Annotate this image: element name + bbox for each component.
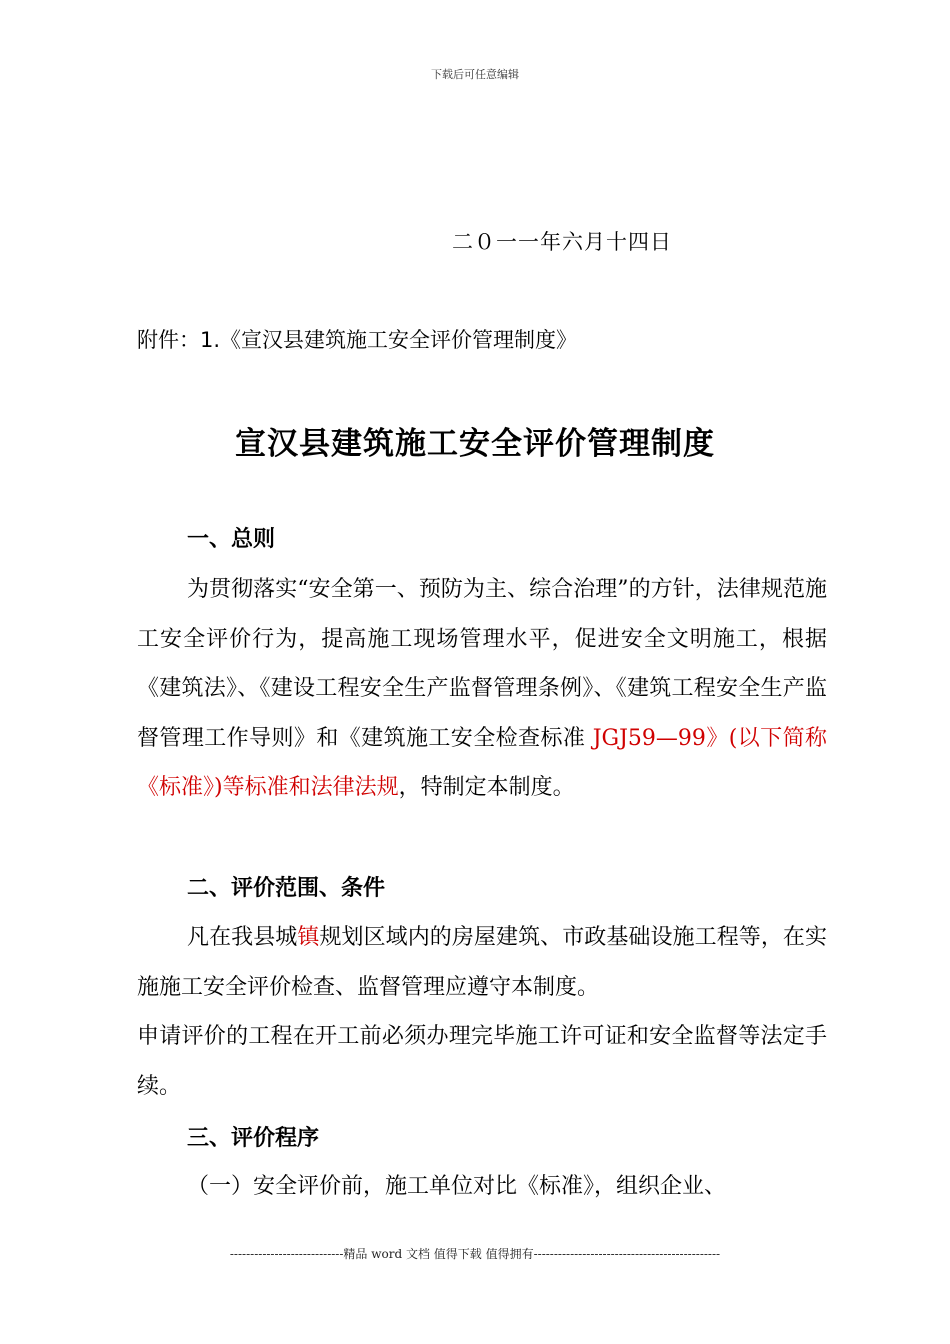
section-text-scope xyxy=(137,913,827,1012)
scope-text-part2: 规划区域内的房屋建筑、市政基础设施工程等，在实施施工安全评价检查、监督管理应遵守本制度。 xyxy=(137,925,827,1000)
section-heading-scope: 二、评价范围、条件 xyxy=(187,876,386,901)
section-heading-general: 一、总则 xyxy=(187,527,276,552)
page-header-note: 下载后可任意编辑 xyxy=(431,68,519,81)
general-text-red: JGJ59—99》(以下简称《标准》)等标准和法律法规 xyxy=(137,725,827,800)
general-text-part1: 为贯彻落实“安全第一、预防为主、综合治理”的方针，法律规范施工安全评价行为，提高施工现场管理水平，促进安全文明施工，根据《建筑法》、《建设工程安全生产监督管理条例》、《建筑工程安全生产监督管理工作导则》和《建筑施工安全检查标准 xyxy=(137,577,827,751)
section-text-general xyxy=(137,565,827,813)
document-date: 二０一一年六月十四日 xyxy=(452,230,672,254)
general-text-part2: ，特制定本制度。 xyxy=(398,775,575,800)
section-text-procedure: （一）安全评价前，施工单位对比《标准》，组织企业、 xyxy=(187,1174,727,1199)
attachment-line: 附件：1.《宣汉县建筑施工安全评价管理制度》 xyxy=(137,328,578,352)
page-footer: ----------------------------精品 word 文档 值得下载 值得拥有---------------------------------------------- xyxy=(229,1247,721,1261)
section-heading-procedure: 三、评价程序 xyxy=(187,1126,320,1151)
section-text-scope-para2: 申请评价的工程在开工前必须办理完毕施工许可证和安全监督等法定手续。 xyxy=(137,1024,827,1099)
scope-text-part1: 凡在我县城 xyxy=(187,925,298,950)
document-title: 宣汉县建筑施工安全评价管理制度 xyxy=(235,426,715,462)
scope-text-red: 镇 xyxy=(297,925,320,950)
